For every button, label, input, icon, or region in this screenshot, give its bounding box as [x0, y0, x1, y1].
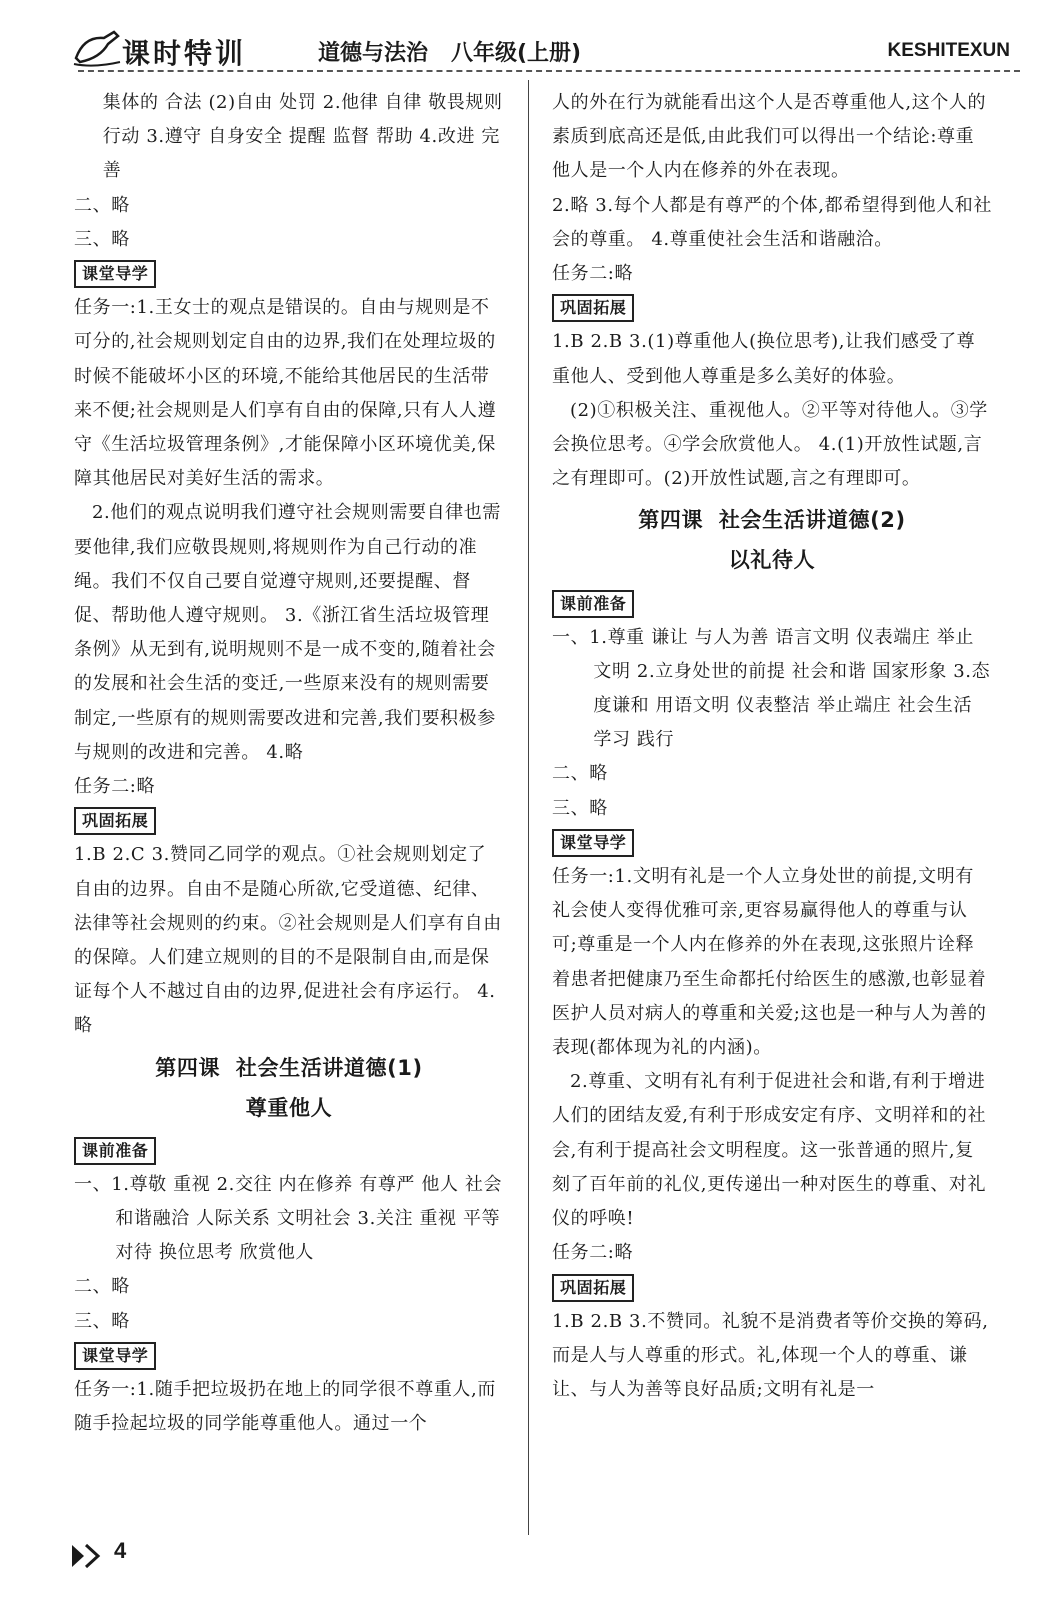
answer-paragraph: 任务一:1.王女士的观点是错误的。自由与规则是不可分的,社会规则划定自由的边界,我们在处理垃圾的时候不能破坏小区的环境,不能给其他居民的生活带来不便;社会规则是人们享有自由的保障,只有人人遵守《生活垃圾管理条例》,才能保障小区环境优美,保障其他居民对美好生活的需求。: [74, 297, 497, 490]
answer-paragraph: 任务一:1.随手把垃圾扔在地上的同学很不尊重人,而随手捡起垃圾的同学能尊重他人。通过一个: [74, 1379, 496, 1435]
section-tag: 巩固拓展: [552, 294, 634, 322]
section-tag: 课堂导学: [74, 260, 156, 288]
answer-paragraph: 一、1.尊敬 重视 2.交往 内在修养 有尊严 他人 社会 和谐融洽 人际关系 文明社会 3.关注 重视 平等对待 换位思考 欣赏他人: [74, 1173, 503, 1264]
lesson-subtitle: 以礼待人: [728, 548, 816, 573]
section-tag: 课前准备: [74, 1137, 156, 1165]
lesson-subtitle: 尊重他人: [245, 1095, 333, 1120]
page-header: [0, 0, 1050, 72]
answer-text: 二、略: [552, 763, 608, 785]
column-divider: [528, 80, 529, 1535]
answer-text: 二、略: [74, 1276, 130, 1298]
answer-paragraph: (2)①积极关注、重视他人。②平等对待他人。③学会换位思考。④学会欣赏他人。 4.(1)开放性试题,言之有理即可。(2)开放性试题,言之有理即可。: [552, 399, 988, 490]
section-tag: 课前准备: [552, 590, 634, 618]
page-number: 4: [114, 1538, 127, 1563]
section-tag: 巩固拓展: [552, 1274, 634, 1302]
answer-text: 集体的 合法 (2)自由 处罚 2.他律 自律 敬畏规则 行动 3.遵守 自身安全 提醒 监督 帮助 4.改进 完善: [102, 92, 503, 182]
right-column: [552, 86, 992, 1407]
answer-text: 任务二:略: [74, 776, 156, 798]
answer-paragraph: 人的外在行为就能看出这个人是否尊重他人,这个人的素质到底高还是低,由此我们可以得出一个结论:尊重他人是一个人内在修养的外在表现。: [552, 92, 987, 182]
series-code: KESHITEXUN: [887, 40, 1010, 61]
lesson-title: 第四课 社会生活讲道德(1): [155, 1055, 423, 1080]
lesson-title: 第四课 社会生活讲道德(2): [638, 508, 906, 533]
left-column: [74, 86, 504, 1441]
answer-paragraph: 1.B 2.C 3.赞同乙同学的观点。①社会规则划定了自由的边界。自由不是随心所欲,它受道德、纪律、法律等社会规则的约束。②社会规则是人们享有自由的保障。人们建立规则的目的不是限制自由,而是保证每个人不越过自由的边界,促进社会有序运行。 4.略: [74, 844, 502, 1037]
answer-paragraph: 任务一:1.文明有礼是一个人立身处世的前提,文明有礼会使人变得优雅可亲,更容易赢得他人的尊重与认可;尊重是一个人内在修养的外在表现,这张照片诠释着患者把健康乃至生命都托付给医生的感激,也彰显着医护人员对病人的尊重和关爱;这也是一种与人为善的表现(都体现为礼的内涵)。: [552, 866, 987, 1059]
answer-paragraph: 2.他们的观点说明我们遵守社会规则需要自律也需要他律,我们应敬畏规则,将规则作为自己行动的准绳。我们不仅自己要自觉遵守规则,还要提醒、督促、帮助他人遵守规则。 3.《浙江省生活垃圾管理条例》从无到有,说明规则不是一成不变的,随着社会的发展和社会生活的变迁,一些原来没有的规则需要制定,一些原有的规则需要改进和完善,我们要积极参与规则的改进和完善。 4.略: [74, 502, 501, 763]
section-tag: 巩固拓展: [74, 807, 156, 835]
answer-text: 任务二:略: [552, 1242, 634, 1264]
pen-icon: [70, 28, 130, 70]
answer-text: 三、略: [74, 1310, 130, 1332]
subject-grade: 道德与法治 八年级(上册): [318, 41, 582, 66]
answer-text: 三、略: [74, 228, 130, 250]
answer-text: 二、略: [74, 194, 130, 216]
answer-text: 三、略: [552, 797, 608, 819]
answer-paragraph: 1.B 2.B 3.不赞同。礼貌不是消费者等价交换的筹码,而是人与人尊重的形式。礼,体现一个人的尊重、谦让、与人为善等良好品质;文明有礼是一: [552, 1310, 989, 1401]
answer-paragraph: 1.B 2.B 3.(1)尊重他人(换位思考),让我们感受了尊重他人、受到他人尊重是多么美好的体验。: [552, 331, 976, 387]
brand-name: 课时特训: [122, 37, 247, 70]
double-chevron-icon: [70, 1543, 110, 1569]
answer-text: 任务二:略: [552, 263, 634, 285]
answer-paragraph: 2.略 3.每个人都是有尊严的个体,都希望得到他人和社会的尊重。 4.尊重使社会生活和谐融洽。: [552, 194, 992, 250]
header-divider: [78, 70, 1020, 72]
section-tag: 课堂导学: [552, 829, 634, 857]
answer-paragraph: 2.尊重、文明有礼有利于促进社会和谐,有利于增进人们的团结友爱,有利于形成安定有序、文明祥和的社会,有利于提高社会文明程度。这一张普通的照片,复刻了百年前的礼仪,更传递出一种对医生的尊重、对礼仪的呼唤!: [552, 1071, 987, 1230]
section-tag: 课堂导学: [74, 1342, 156, 1370]
answer-paragraph: 一、1.尊重 谦让 与人为善 语言文明 仪表端庄 举止文明 2.立身处世的前提 社会和谐 国家形象 3.态度谦和 用语文明 仪表整洁 举止端庄 社会生活 学习 践行: [552, 626, 991, 751]
